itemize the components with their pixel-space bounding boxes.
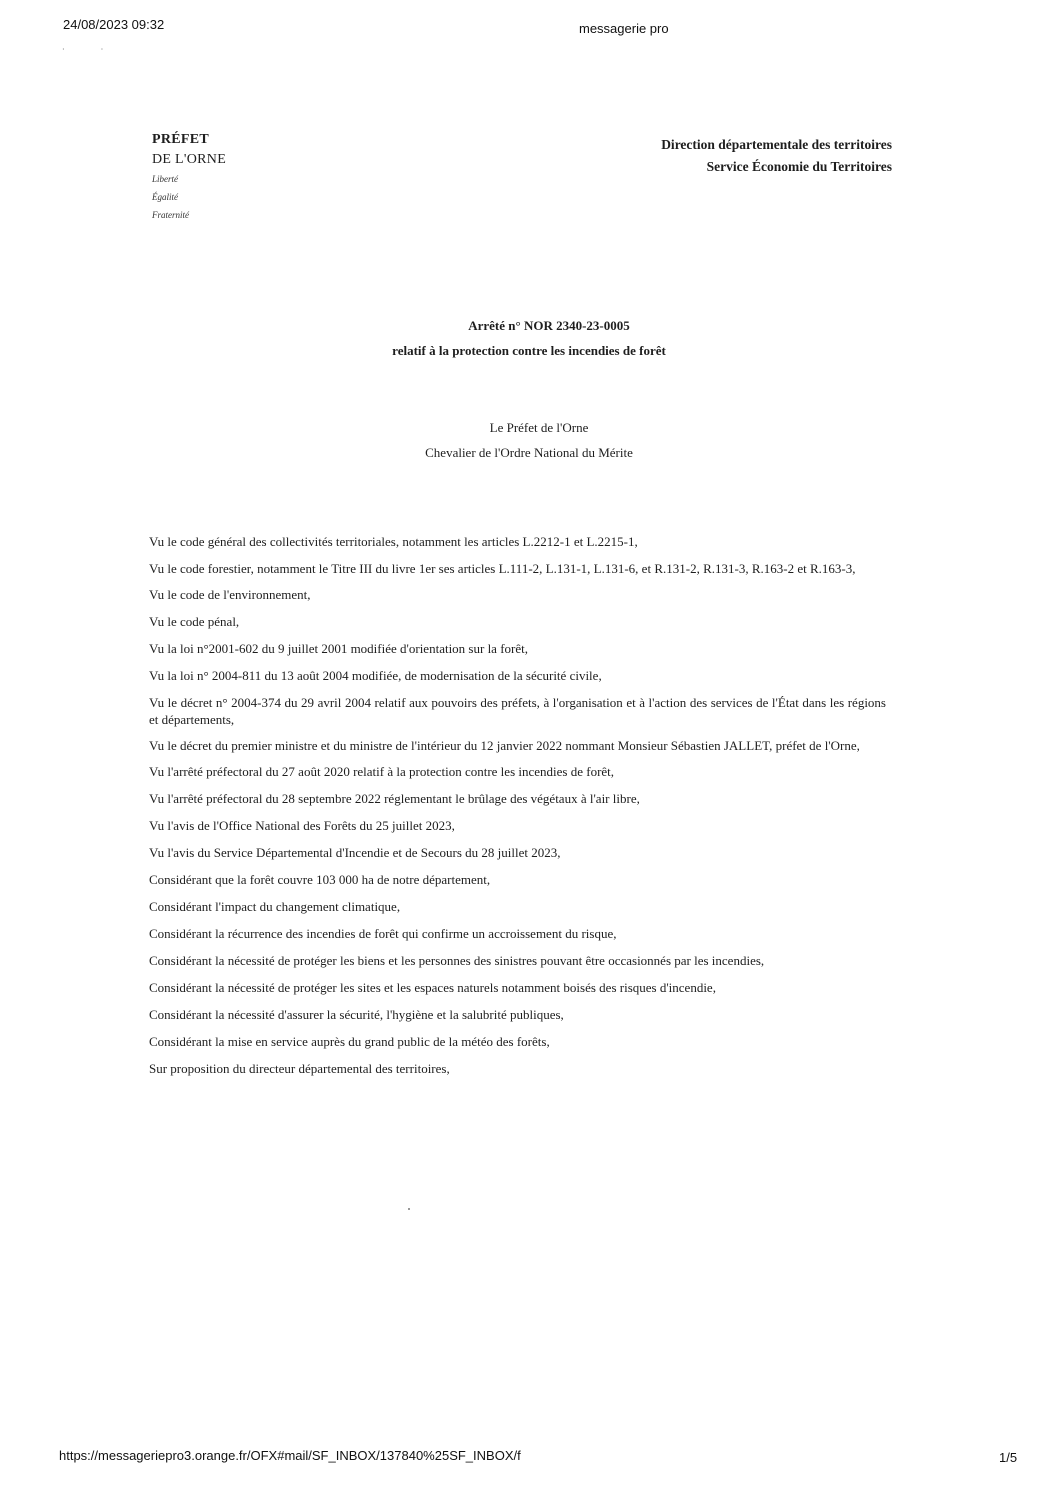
- list-item: Vu la loi n°2001-602 du 9 juillet 2001 modifiée d'orientation sur la forêt,: [149, 641, 528, 656]
- motto-egalite: Égalité: [152, 192, 178, 202]
- scan-speck: [408, 1208, 410, 1210]
- print-header-title: messagerie pro: [579, 21, 669, 36]
- list-item: Vu l'arrêté préfectoral du 28 septembre 2022 réglementant le brûlage des végétaux à l'air libre,: [149, 791, 640, 806]
- list-item: Considérant la récurrence des incendies de forêt qui confirme un accroissement du risque,: [149, 926, 617, 941]
- list-item: Vu le code général des collectivités territoriales, notamment les articles L.2212-1 et L.2215-1,: [149, 534, 638, 549]
- list-item: Considérant la nécessité de protéger les sites et les espaces naturels notamment boisés des risques d'incendie,: [149, 980, 716, 995]
- list-item: Vu le décret du premier ministre et du ministre de l'intérieur du 12 janvier 2022 nommant Monsieur Sébastien JALLET, préfet de l'Orne,: [149, 738, 860, 753]
- prefet-distinction: Chevalier de l'Ordre National du Mérite: [425, 445, 633, 460]
- list-item: Vu l'avis de l'Office National des Forêts du 25 juillet 2023,: [149, 818, 455, 833]
- list-item: Vu l'arrêté préfectoral du 27 août 2020 relatif à la protection contre les incendies de forêt,: [149, 764, 615, 779]
- arrete-subject: relatif à la protection contre les incendies de forêt: [392, 343, 666, 358]
- motto-fraternite: Fraternité: [152, 210, 189, 220]
- scan-specks: ··: [62, 45, 140, 54]
- prefecture-line-2: DE L'ORNE: [152, 152, 227, 167]
- service-direction: Direction départementale des territoires: [661, 137, 892, 152]
- list-item: Considérant que la forêt couvre 103 000 ha de notre département,: [149, 872, 491, 887]
- arrete-title: [0, 313, 1058, 363]
- list-item: Vu la loi n° 2004-811 du 13 août 2004 modifiée, de modernisation de la sécurité civile,: [149, 668, 602, 683]
- list-item: Sur proposition du directeur départemental des territoires,: [149, 1061, 450, 1076]
- service-block: [661, 134, 892, 178]
- prefet-block: [0, 415, 1058, 465]
- prefecture-line-1: PRÉFET: [152, 132, 210, 147]
- print-datetime: 24/08/2023 09:32: [63, 17, 165, 32]
- arrete-number: Arrêté n° NOR 2340-23-0005: [468, 318, 630, 333]
- list-item: Considérant l'impact du changement climatique,: [149, 899, 401, 914]
- motto-liberte: Liberté: [152, 174, 178, 184]
- prefet-name: Le Préfet de l'Orne: [489, 420, 589, 435]
- list-item: Vu le décret n° 2004-374 du 29 avril 2004 relatif aux pouvoirs des préfets, à l'organisation et à l'action des services de l'État dans les régions et départements,: [149, 695, 886, 727]
- list-item: Vu l'avis du Service Départemental d'Incendie et de Secours du 28 juillet 2023,: [149, 845, 561, 860]
- list-item: Vu le code pénal,: [149, 614, 240, 629]
- list-item: Vu le code forestier, notamment le Titre III du livre 1er ses articles L.111-2, L.131-1, L.131-6, et R.131-2, R.131-3, R.163-2 et R.163-3,: [149, 561, 856, 576]
- list-item: Considérant la mise en service auprès du grand public de la météo des forêts,: [149, 1034, 550, 1049]
- service-name: Service Économie du Territoires: [706, 159, 892, 174]
- prefecture-block: [152, 130, 226, 224]
- print-footer-url: https://messageriepro3.orange.fr/OFX#mail/SF_INBOX/137840%25SF_INBOX/f: [59, 1448, 521, 1463]
- print-page-number: 1/5: [999, 1450, 1018, 1465]
- visas-and-considerants-list: [149, 533, 886, 1087]
- list-item: Vu le code de l'environnement,: [149, 587, 311, 602]
- list-item: Considérant la nécessité de protéger les biens et les personnes des sinistres pouvant être occasionnés par les incendies,: [149, 953, 765, 968]
- list-item: Considérant la nécessité d'assurer la sécurité, l'hygiène et la salubrité publiques,: [149, 1007, 564, 1022]
